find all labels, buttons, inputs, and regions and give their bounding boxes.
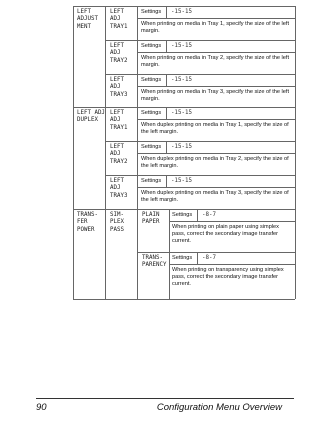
footer-rule bbox=[36, 398, 294, 399]
row-line bbox=[137, 153, 295, 154]
item-description: When duplex printing on media in Tray 1, specify the size of the left margin. bbox=[141, 122, 289, 136]
row-line bbox=[105, 141, 295, 142]
row-line bbox=[105, 74, 295, 75]
settings-divider bbox=[166, 107, 167, 119]
row-line bbox=[169, 264, 295, 265]
settings-value: -15-15 bbox=[171, 9, 192, 15]
section-line bbox=[73, 107, 295, 108]
settings-label: Settings bbox=[172, 255, 193, 261]
settings-divider bbox=[166, 74, 167, 86]
settings-label: Settings bbox=[141, 110, 162, 116]
item-description: When duplex printing on media in Tray 3, specify the size of the left margin. bbox=[141, 190, 289, 204]
row-line bbox=[137, 119, 295, 120]
page-number: 90 bbox=[36, 402, 47, 413]
section-label-left-adjustment: LEFT ADJUST MENT bbox=[77, 9, 98, 30]
settings-label: Settings bbox=[141, 144, 162, 150]
table-border-bottom bbox=[73, 299, 295, 300]
col-divider-1 bbox=[105, 6, 106, 299]
item-name: PLAIN PAPER bbox=[142, 212, 160, 226]
row-line bbox=[105, 40, 295, 41]
settings-label: Settings bbox=[141, 9, 162, 15]
item-description: When printing on transparency using simplex pass, correct the secondary image transfer current. bbox=[172, 267, 284, 288]
row-line bbox=[137, 252, 295, 253]
settings-divider bbox=[166, 40, 167, 52]
sub-label-simplex-pass: SIM- PLEX PASS bbox=[110, 212, 124, 233]
section-label-left-adj-duplex: LEFT ADJ DUPLEX bbox=[77, 110, 105, 124]
item-name: LEFT ADJ TRAY1 bbox=[110, 110, 128, 131]
settings-divider bbox=[166, 6, 167, 18]
table-border-left bbox=[73, 6, 74, 299]
item-description: When printing on media in Tray 1, specify the size of the left margin. bbox=[141, 21, 289, 35]
item-name: LEFT ADJ TRAY2 bbox=[110, 43, 128, 64]
settings-divider bbox=[197, 209, 198, 221]
settings-divider bbox=[166, 175, 167, 187]
settings-value: -15-15 bbox=[171, 144, 192, 150]
row-line bbox=[137, 18, 295, 19]
item-name: LEFT ADJ TRAY3 bbox=[110, 77, 128, 98]
settings-value: -15-15 bbox=[171, 110, 192, 116]
settings-label: Settings bbox=[141, 43, 162, 49]
item-description: When printing on media in Tray 3, specify the size of the left margin. bbox=[141, 89, 289, 103]
settings-value: -15-15 bbox=[171, 77, 192, 83]
row-line bbox=[137, 52, 295, 53]
settings-label: Settings bbox=[141, 77, 162, 83]
settings-value: -8-7 bbox=[202, 255, 216, 261]
col-divider-2b bbox=[137, 107, 138, 209]
col-divider-3 bbox=[169, 209, 170, 299]
settings-value: -8-7 bbox=[202, 212, 216, 218]
row-line bbox=[137, 86, 295, 87]
item-name: LEFT ADJ TRAY3 bbox=[110, 178, 128, 199]
item-description: When printing on plain paper using simplex pass, correct the secondary image transfer current. bbox=[172, 224, 279, 245]
section-line bbox=[73, 209, 295, 210]
row-line bbox=[169, 221, 295, 222]
item-name: LEFT ADJ TRAY1 bbox=[110, 9, 128, 30]
page-title: Configuration Menu Overview bbox=[156, 402, 282, 413]
settings-divider bbox=[197, 252, 198, 264]
settings-divider bbox=[166, 141, 167, 153]
table-border-top bbox=[73, 6, 295, 7]
item-name: TRANS- PARENCY bbox=[142, 255, 167, 269]
item-description: When duplex printing on media in Tray 2, specify the size of the left margin. bbox=[141, 156, 289, 170]
table-border-right bbox=[295, 6, 296, 299]
item-description: When printing on media in Tray 2, specify the size of the left margin. bbox=[141, 55, 289, 69]
row-line bbox=[137, 187, 295, 188]
settings-label: Settings bbox=[172, 212, 193, 218]
settings-value: -15-15 bbox=[171, 178, 192, 184]
settings-value: -15-15 bbox=[171, 43, 192, 49]
col-divider-2c bbox=[137, 209, 138, 299]
col-divider-2a bbox=[137, 6, 138, 107]
row-line bbox=[105, 175, 295, 176]
settings-label: Settings bbox=[141, 178, 162, 184]
item-name: LEFT ADJ TRAY2 bbox=[110, 144, 128, 165]
section-label-transfer-power: TRANS- FER POWER bbox=[77, 212, 98, 233]
